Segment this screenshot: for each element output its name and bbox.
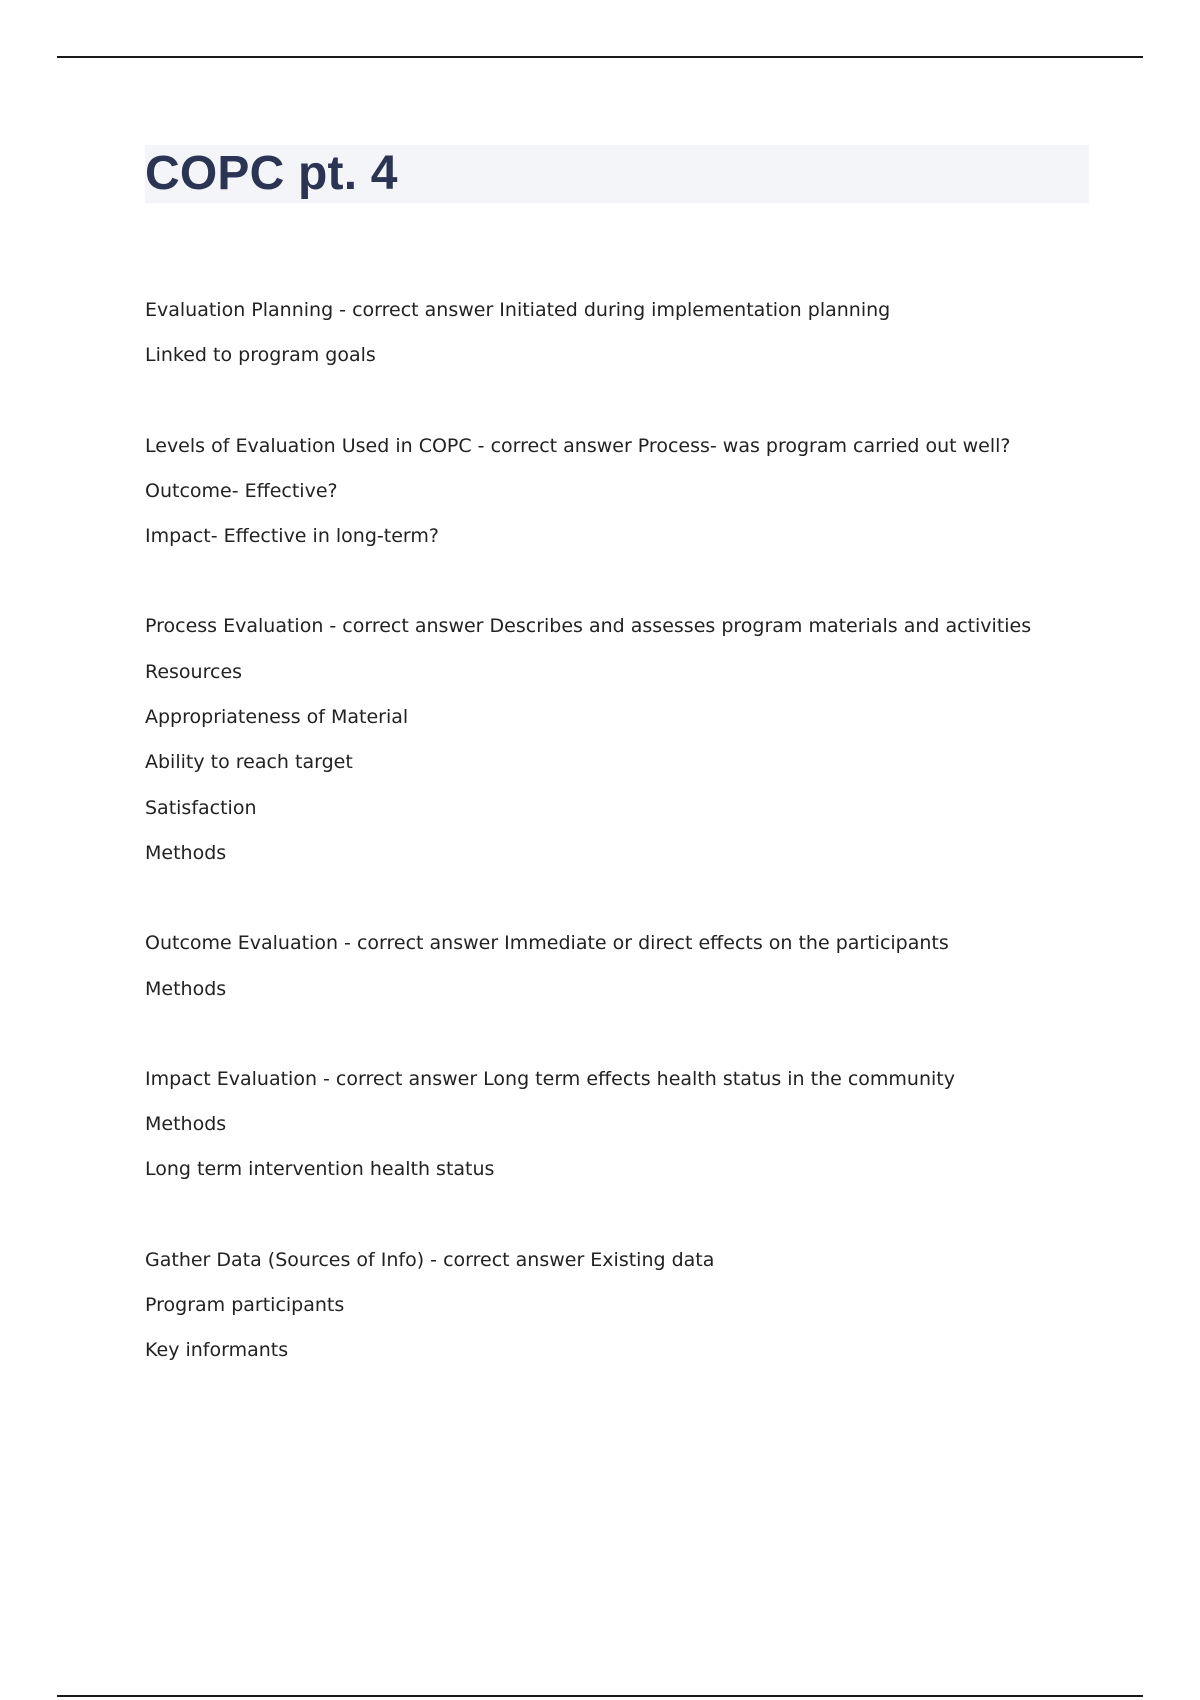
entry-answer-line: Methods	[145, 1113, 227, 1136]
page-title: COPC pt. 4	[145, 147, 398, 200]
qa-entry-outcome-evaluation	[145, 921, 1105, 1012]
entry-question-line: Evaluation Planning - correct answer Initiated during implementation planning	[145, 299, 891, 321]
qa-entry-process-evaluation	[145, 604, 1105, 876]
entry-question-line: Impact Evaluation - correct answer Long term effects health status in the community	[145, 1067, 955, 1090]
entry-answer-line: Long term intervention health status	[145, 1158, 495, 1181]
entry-answer-line: Key informants	[145, 1339, 289, 1362]
entry-answer-line: Ability to reach target	[145, 751, 353, 774]
entry-answer-line: Program participants	[145, 1294, 345, 1317]
qa-entry-gather-data	[145, 1238, 1105, 1374]
bottom-rule	[57, 1695, 1143, 1697]
document-body	[145, 288, 1105, 1419]
entry-answer-line: Outcome- Effective?	[145, 479, 338, 502]
entry-answer-line: Resources	[145, 660, 243, 683]
qa-entry-evaluation-planning	[145, 288, 1105, 379]
qa-entry-impact-evaluation	[145, 1057, 1105, 1193]
entry-question-line: Levels of Evaluation Used in COPC - correct answer Process- was program carried out well?	[145, 434, 1011, 457]
entry-answer-line: Methods	[145, 841, 227, 864]
entry-answer-line: Methods	[145, 977, 227, 1000]
entry-answer-line: Appropriateness of Material	[145, 706, 409, 729]
qa-entry-levels-of-evaluation	[145, 424, 1105, 560]
entry-answer-line: Satisfaction	[145, 796, 257, 819]
entry-question-line: Outcome Evaluation - correct answer Immediate or direct effects on the participants	[145, 932, 949, 955]
entry-answer-line: Linked to program goals	[145, 344, 376, 367]
top-rule	[57, 56, 1143, 58]
entry-question-line: Process Evaluation - correct answer Describes and assesses program materials and activities	[145, 615, 1032, 638]
entry-answer-line: Impact- Effective in long-term?	[145, 525, 439, 548]
entry-question-line: Gather Data (Sources of Info) - correct answer Existing data	[145, 1248, 715, 1271]
